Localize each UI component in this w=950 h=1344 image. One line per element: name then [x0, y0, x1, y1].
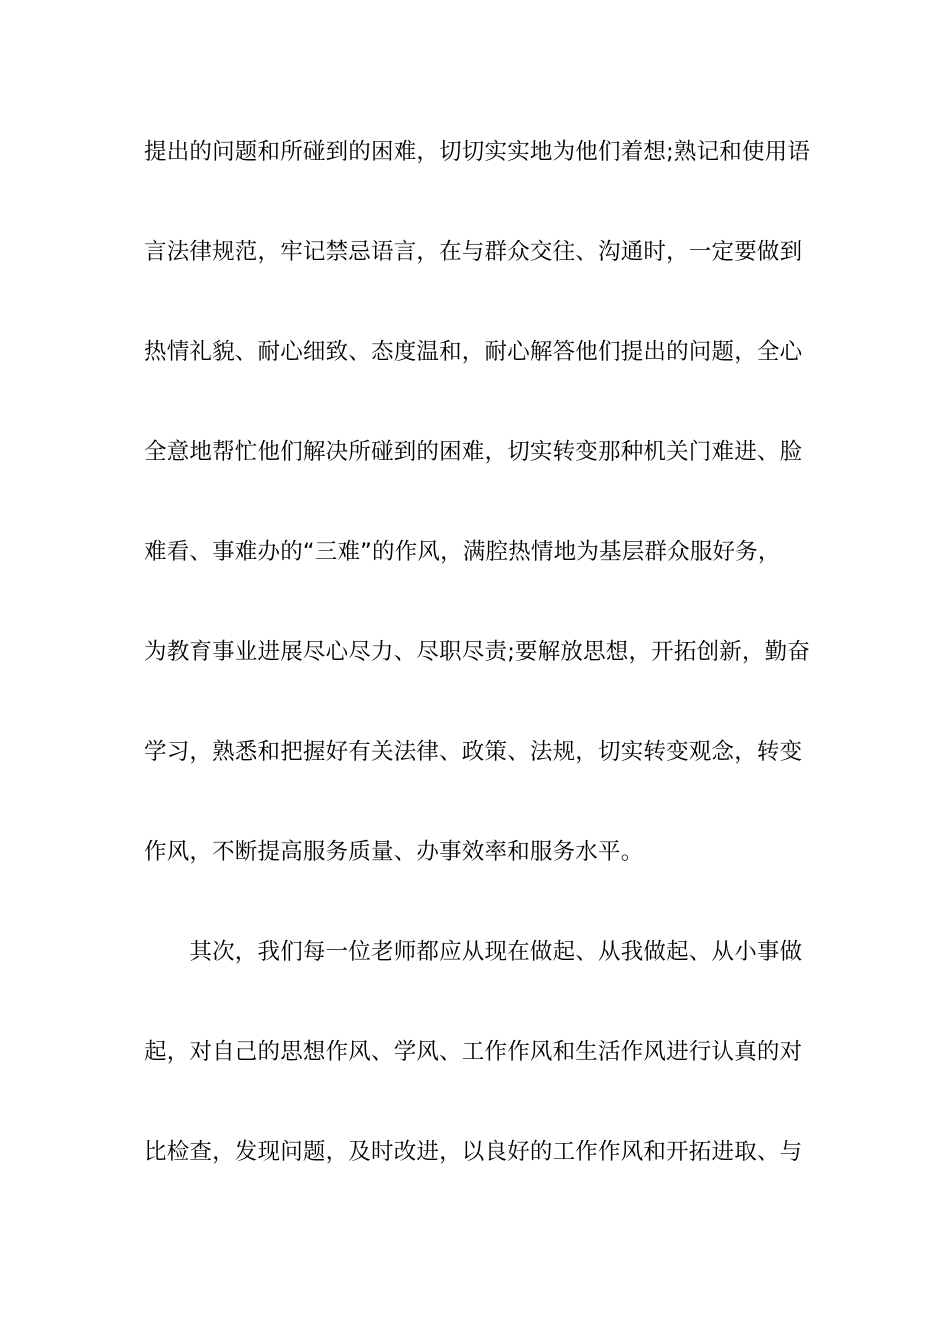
text-line-4: 全意地帮忙他们解决所碰到的困难，切实转变那种机关门难进、脸 — [144, 439, 803, 465]
text-line-3: 热情礼貌、耐心细致、态度温和，耐心解答他们提出的问题，全心 — [144, 339, 803, 365]
text-line-6: 为教育事业进展尽心尽力、尽职尽责;要解放思想，开拓创新，勤奋 — [144, 639, 811, 665]
text-line-1: 提出的问题和所碰到的困难，切切实实地为他们着想;熟记和使用语 — [144, 139, 811, 165]
text-line-2: 言法律规范，牢记禁忌语言，在与群众交往、沟通时，一定要做到 — [144, 239, 803, 265]
text-line-7: 学习，熟悉和把握好有关法律、政策、法规，切实转变观念，转变 — [144, 739, 803, 765]
paragraph-2-line-2: 起，对自己的思想作风、学风、工作作风和生活作风进行认真的对 — [144, 1039, 803, 1065]
document-body — [144, 130, 824, 1230]
text-line-8: 作风，不断提高服务质量、办事效率和服务水平。 — [144, 839, 644, 865]
paragraph-2-line-3: 比检查，发现问题，及时改进，以良好的工作作风和开拓进取、与 — [144, 1139, 803, 1165]
text-line-5: 难看、事难办的“三难”的作风，满腔热情地为基层群众服好务， — [144, 539, 781, 565]
paragraph-2-line-1: 其次，我们每一位老师都应从现在做起、从我做起、从小事做 — [144, 939, 803, 965]
